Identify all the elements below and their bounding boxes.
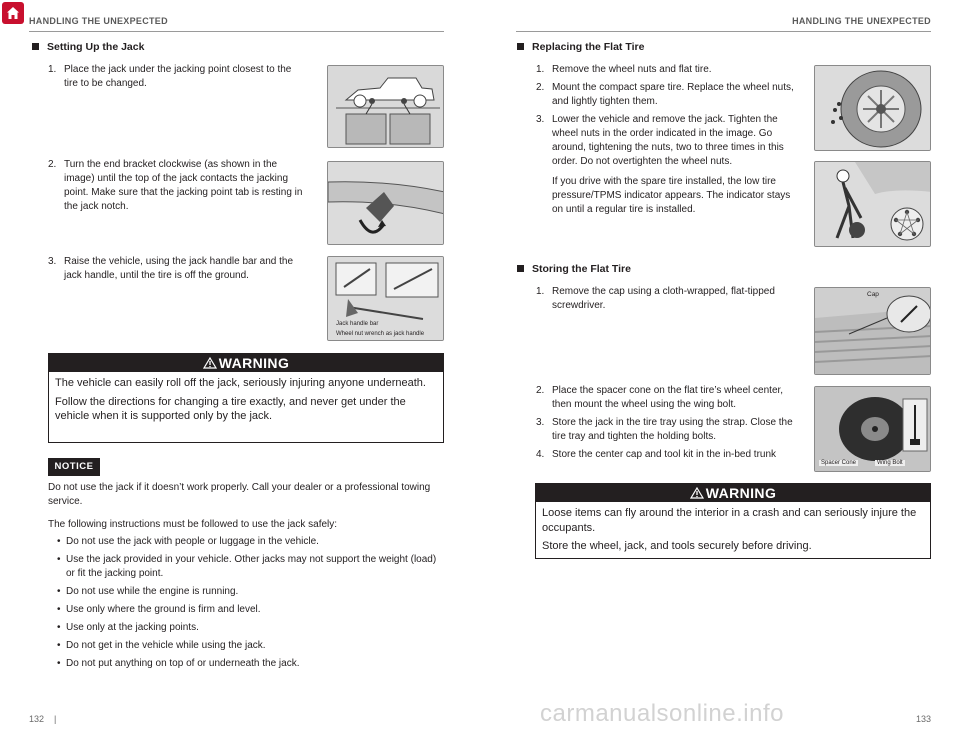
warning-text-2: Store the wheel, jack, and tools securely before driving. <box>542 540 812 552</box>
warning-box-jack <box>48 353 444 443</box>
section-title-jack: Setting Up the Jack <box>32 41 144 53</box>
spacer-cone-figure <box>814 386 931 472</box>
warning-text-1: Loose items can fly around the interior in a crash and can seriously injure the occupants. <box>542 507 917 534</box>
list-item: • Do not get in the vehicle while using the jack. <box>57 640 266 651</box>
section-title-replace: Replacing the Flat Tire <box>517 41 644 53</box>
replace-step-3: 3. Lower the vehicle and remove the jack. Tighten the wheel nuts in the order indicated in the image. Go around, tightening the nuts, two to three times in this order. Do not overtighten the wheel nuts. If you drive with the spare tire installed, the low tire pressure/TPMS indicator appears. The indicator stays on until a regular tire is installed. <box>536 114 791 215</box>
replace-step-1: 1. Remove the wheel nuts and flat tire. <box>536 64 712 75</box>
list-item: • Do not put anything on top of or underneath the jack. <box>57 658 300 669</box>
header-rule-right <box>516 31 931 32</box>
store-step-1: 1. Remove the cap using a cloth-wrapped, flat-tipped screwdriver. <box>536 286 775 311</box>
store-step-2: 2. Place the spacer cone on the flat tire’s wheel center, then mount the wheel using the wing bolt. <box>536 385 784 410</box>
list-item: • Do not use while the engine is running. <box>57 586 239 597</box>
warning-text-1: The vehicle can easily roll off the jack, seriously injuring anyone underneath. <box>55 377 426 389</box>
jack-step-1: 1. Place the jack under the jacking point closest to the tire to be changed. <box>48 64 292 89</box>
square-bullet-icon <box>32 43 39 50</box>
running-header-left: HANDLING THE UNEXPECTED <box>29 16 168 26</box>
warning-bar: WARNING <box>536 484 930 502</box>
warning-triangle-icon <box>203 355 217 373</box>
bed-cap-figure <box>814 287 931 375</box>
running-header-right: HANDLING THE UNEXPECTED <box>792 16 931 26</box>
spacer-cone-label: Spacer Cone <box>821 460 857 466</box>
page-number-left: 132 | <box>29 714 57 724</box>
warning-bar: WARNING <box>49 354 443 372</box>
jack-handle-figure <box>327 256 444 341</box>
list-item: • Use only where the ground is firm and level. <box>57 604 261 615</box>
cap-label: Cap <box>867 291 879 298</box>
section-title-store: Storing the Flat Tire <box>517 263 631 275</box>
jack-bracket-figure <box>327 161 444 245</box>
notice-text: Do not use the jack if it doesn’t work properly. Call your dealer or a professional towing service. <box>48 482 431 507</box>
warning-text-2: Follow the directions for changing a tire exactly, and never get under the vehicle when it is supported only by the jack. <box>55 395 406 422</box>
header-rule-left <box>29 31 444 32</box>
store-step-4: 4. Store the center cap and tool kit in the in-bed trunk <box>536 449 777 460</box>
warning-box-storage <box>535 483 931 559</box>
list-item: • Do not use the jack with people or luggage in the vehicle. <box>57 536 319 547</box>
warning-triangle-icon <box>690 485 704 503</box>
wheel-nut-wrench-label: Wheel nut wrench as jack handle <box>336 331 425 337</box>
list-item: • Use the jack provided in your vehicle. Other jacks may not support the weight (load) or fit the jacking point. <box>57 554 437 579</box>
home-icon[interactable] <box>2 2 24 24</box>
wing-bolt-label: Wing Bolt <box>877 460 903 466</box>
jack-step-2: 2. Turn the end bracket clockwise (as shown in the image) until the top of the jack contacts the jacking point. Make sure that the jacking point tab is resting in the jack notch. <box>48 159 303 212</box>
jack-step-3: 3. Raise the vehicle, using the jack handle bar and the jack handle, until the tire is off the ground. <box>48 256 294 281</box>
jacking-point-figure <box>327 65 444 148</box>
store-step-3: 3. Store the jack in the tire tray using the strap. Close the tire tray and tighten the holding bolts. <box>536 417 793 442</box>
jack-handle-bar-label: Jack handle bar <box>336 321 379 327</box>
notice-badge: NOTICE <box>48 458 100 476</box>
square-bullet-icon <box>517 265 524 272</box>
watermark: carmanualsonline.info <box>540 700 784 727</box>
jack-safety-intro: The following instructions must be followed to use the jack safely: <box>48 519 338 530</box>
spare-tire-figure <box>814 65 931 151</box>
tighten-nuts-figure <box>814 161 931 247</box>
replace-step-2: 2. Mount the compact spare tire. Replace the wheel nuts, and lightly tighten them. <box>536 82 794 107</box>
list-item: • Use only at the jacking points. <box>57 622 199 633</box>
page-number-right: 133 <box>915 714 931 724</box>
square-bullet-icon <box>517 43 524 50</box>
